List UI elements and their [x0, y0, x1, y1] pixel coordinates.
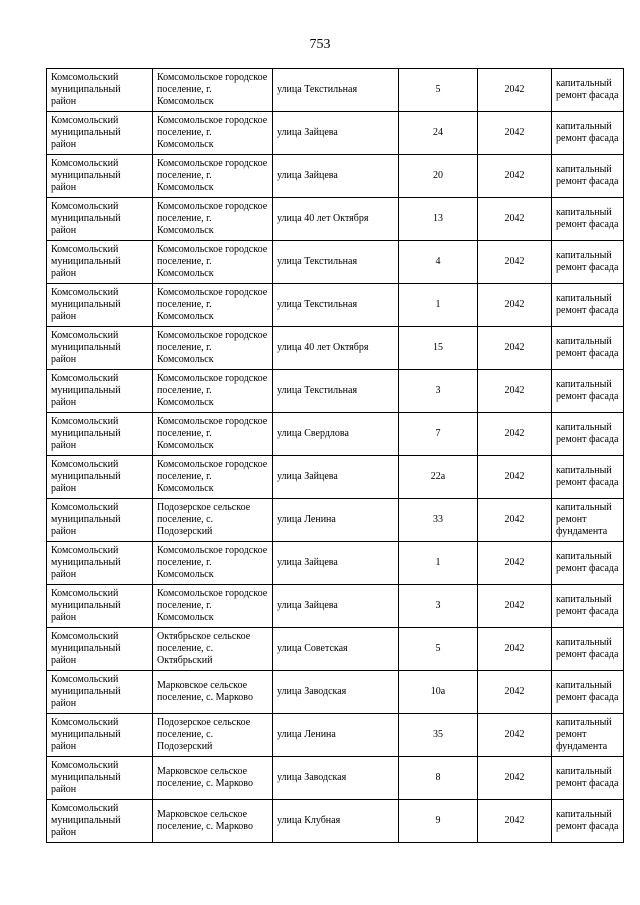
work-type-cell: капитальный ремонт фундамента — [552, 499, 624, 542]
settlement-cell: Комсомольское городское поселение, г. Комсомольск — [153, 542, 273, 585]
street-cell: улица Клубная — [273, 800, 399, 843]
house-number-cell: 7 — [399, 413, 478, 456]
street-cell: улица Зайцева — [273, 112, 399, 155]
house-number-cell: 1 — [399, 542, 478, 585]
year-cell: 2042 — [478, 370, 552, 413]
house-number-cell: 5 — [399, 69, 478, 112]
street-cell: улица Заводская — [273, 757, 399, 800]
year-cell: 2042 — [478, 241, 552, 284]
table-row — [47, 327, 624, 370]
year-cell: 2042 — [478, 327, 552, 370]
year-cell: 2042 — [478, 628, 552, 671]
street-cell: улица Текстильная — [273, 284, 399, 327]
district-cell: Комсомольский муниципальный район — [47, 413, 153, 456]
settlement-cell: Комсомольское городское поселение, г. Комсомольск — [153, 370, 273, 413]
street-cell: улица Зайцева — [273, 456, 399, 499]
street-cell: улица 40 лет Октября — [273, 327, 399, 370]
year-cell: 2042 — [478, 155, 552, 198]
housing-repair-table — [46, 68, 624, 843]
house-number-cell: 5 — [399, 628, 478, 671]
house-number-cell: 4 — [399, 241, 478, 284]
house-number-cell: 24 — [399, 112, 478, 155]
settlement-cell: Марковское сельское поселение, с. Марково — [153, 800, 273, 843]
settlement-cell: Комсомольское городское поселение, г. Комсомольск — [153, 413, 273, 456]
street-cell: улица Текстильная — [273, 69, 399, 112]
street-cell: улица 40 лет Октября — [273, 198, 399, 241]
house-number-cell: 33 — [399, 499, 478, 542]
work-type-cell: капитальный ремонт фасада — [552, 800, 624, 843]
district-cell: Комсомольский муниципальный район — [47, 714, 153, 757]
work-type-cell: капитальный ремонт фасада — [552, 112, 624, 155]
table-row — [47, 757, 624, 800]
district-cell: Комсомольский муниципальный район — [47, 370, 153, 413]
district-cell: Комсомольский муниципальный район — [47, 155, 153, 198]
work-type-cell: капитальный ремонт фасада — [552, 757, 624, 800]
street-cell: улица Заводская — [273, 671, 399, 714]
settlement-cell: Марковское сельское поселение, с. Марково — [153, 757, 273, 800]
settlement-cell: Подозерское сельское поселение, с. Подозерский — [153, 714, 273, 757]
page-number: 753 — [309, 37, 331, 52]
table-row — [47, 800, 624, 843]
house-number-cell: 8 — [399, 757, 478, 800]
street-cell: улица Советская — [273, 628, 399, 671]
year-cell: 2042 — [478, 456, 552, 499]
street-cell: улица Зайцева — [273, 542, 399, 585]
house-number-cell: 35 — [399, 714, 478, 757]
district-cell: Комсомольский муниципальный район — [47, 69, 153, 112]
year-cell: 2042 — [478, 714, 552, 757]
settlement-cell: Комсомольское городское поселение, г. Комсомольск — [153, 155, 273, 198]
district-cell: Комсомольский муниципальный район — [47, 112, 153, 155]
work-type-cell: капитальный ремонт фасада — [552, 671, 624, 714]
table-row — [47, 714, 624, 757]
settlement-cell: Комсомольское городское поселение, г. Комсомольск — [153, 69, 273, 112]
district-cell: Комсомольский муниципальный район — [47, 585, 153, 628]
year-cell: 2042 — [478, 671, 552, 714]
district-cell: Комсомольский муниципальный район — [47, 499, 153, 542]
settlement-cell: Марковское сельское поселение, с. Марково — [153, 671, 273, 714]
table-row — [47, 69, 624, 112]
street-cell: улица Ленина — [273, 714, 399, 757]
work-type-cell: капитальный ремонт фасада — [552, 585, 624, 628]
district-cell: Комсомольский муниципальный район — [47, 671, 153, 714]
house-number-cell: 13 — [399, 198, 478, 241]
district-cell: Комсомольский муниципальный район — [47, 628, 153, 671]
table-row — [47, 155, 624, 198]
year-cell: 2042 — [478, 499, 552, 542]
district-cell: Комсомольский муниципальный район — [47, 800, 153, 843]
district-cell: Комсомольский муниципальный район — [47, 327, 153, 370]
street-cell: улица Зайцева — [273, 585, 399, 628]
table-row — [47, 241, 624, 284]
work-type-cell: капитальный ремонт фасада — [552, 327, 624, 370]
street-cell: улица Свердлова — [273, 413, 399, 456]
settlement-cell: Подозерское сельское поселение, с. Подозерский — [153, 499, 273, 542]
table-row — [47, 456, 624, 499]
table-row — [47, 112, 624, 155]
street-cell: улица Зайцева — [273, 155, 399, 198]
table-row — [47, 284, 624, 327]
work-type-cell: капитальный ремонт фундамента — [552, 714, 624, 757]
district-cell: Комсомольский муниципальный район — [47, 198, 153, 241]
year-cell: 2042 — [478, 800, 552, 843]
settlement-cell: Комсомольское городское поселение, г. Комсомольск — [153, 456, 273, 499]
work-type-cell: капитальный ремонт фасада — [552, 413, 624, 456]
settlement-cell: Комсомольское городское поселение, г. Комсомольск — [153, 198, 273, 241]
table-row — [47, 499, 624, 542]
table-row — [47, 370, 624, 413]
table-row — [47, 413, 624, 456]
table-row — [47, 671, 624, 714]
house-number-cell: 15 — [399, 327, 478, 370]
year-cell: 2042 — [478, 542, 552, 585]
year-cell: 2042 — [478, 413, 552, 456]
table-row — [47, 198, 624, 241]
table-body — [47, 69, 624, 843]
work-type-cell: капитальный ремонт фасада — [552, 69, 624, 112]
year-cell: 2042 — [478, 112, 552, 155]
work-type-cell: капитальный ремонт фасада — [552, 456, 624, 499]
house-number-cell: 3 — [399, 585, 478, 628]
year-cell: 2042 — [478, 284, 552, 327]
street-cell: улица Ленина — [273, 499, 399, 542]
year-cell: 2042 — [478, 757, 552, 800]
work-type-cell: капитальный ремонт фасада — [552, 628, 624, 671]
settlement-cell: Комсомольское городское поселение, г. Комсомольск — [153, 241, 273, 284]
street-cell: улица Текстильная — [273, 370, 399, 413]
year-cell: 2042 — [478, 69, 552, 112]
district-cell: Комсомольский муниципальный район — [47, 757, 153, 800]
year-cell: 2042 — [478, 198, 552, 241]
year-cell: 2042 — [478, 585, 552, 628]
house-number-cell: 9 — [399, 800, 478, 843]
table-row — [47, 542, 624, 585]
settlement-cell: Комсомольское городское поселение, г. Комсомольск — [153, 585, 273, 628]
settlement-cell: Октябрьское сельское поселение, с. Октябрьский — [153, 628, 273, 671]
house-number-cell: 3 — [399, 370, 478, 413]
settlement-cell: Комсомольское городское поселение, г. Комсомольск — [153, 112, 273, 155]
settlement-cell: Комсомольское городское поселение, г. Комсомольск — [153, 327, 273, 370]
district-cell: Комсомольский муниципальный район — [47, 284, 153, 327]
street-cell: улица Текстильная — [273, 241, 399, 284]
house-number-cell: 1 — [399, 284, 478, 327]
district-cell: Комсомольский муниципальный район — [47, 542, 153, 585]
house-number-cell: 20 — [399, 155, 478, 198]
work-type-cell: капитальный ремонт фасада — [552, 370, 624, 413]
district-cell: Комсомольский муниципальный район — [47, 456, 153, 499]
work-type-cell: капитальный ремонт фасада — [552, 155, 624, 198]
work-type-cell: капитальный ремонт фасада — [552, 542, 624, 585]
district-cell: Комсомольский муниципальный район — [47, 241, 153, 284]
house-number-cell: 22а — [399, 456, 478, 499]
work-type-cell: капитальный ремонт фасада — [552, 198, 624, 241]
settlement-cell: Комсомольское городское поселение, г. Комсомольск — [153, 284, 273, 327]
table-row — [47, 628, 624, 671]
work-type-cell: капитальный ремонт фасада — [552, 241, 624, 284]
house-number-cell: 10а — [399, 671, 478, 714]
work-type-cell: капитальный ремонт фасада — [552, 284, 624, 327]
table-row — [47, 585, 624, 628]
